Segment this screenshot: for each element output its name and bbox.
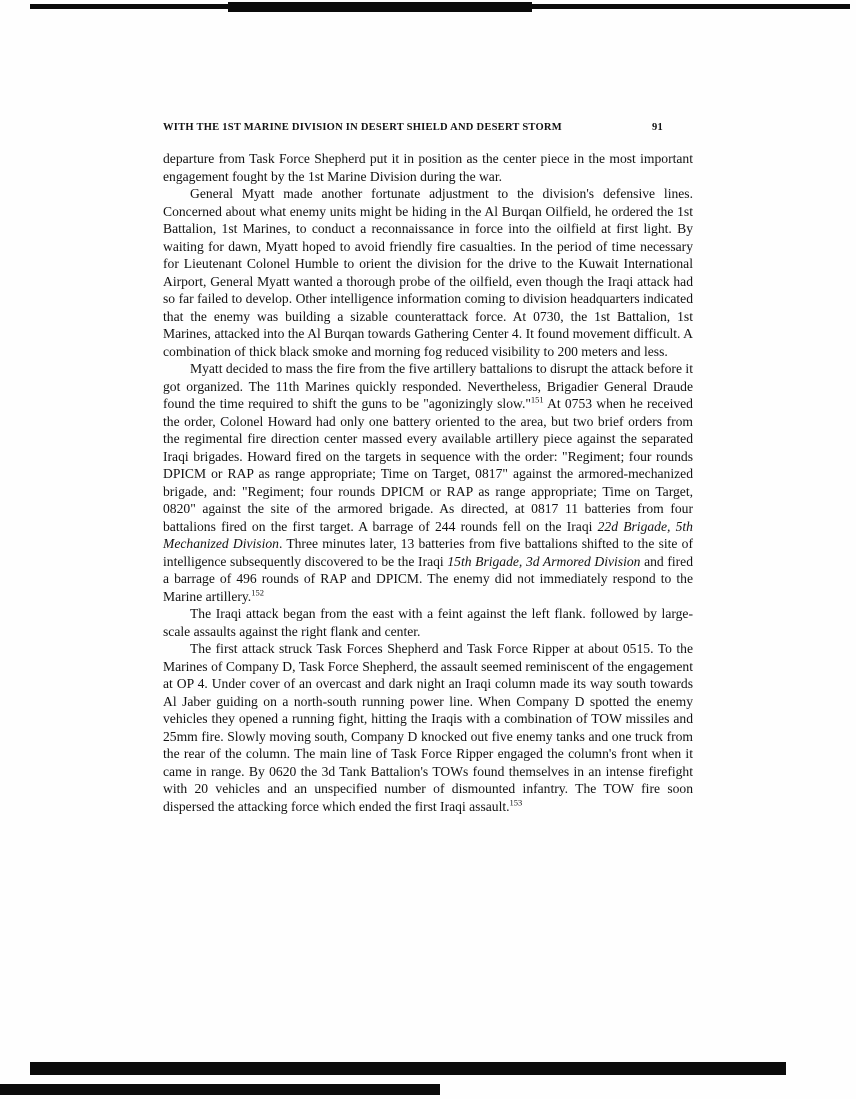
text-segment: . Three minutes later, 13 batteries from five battalions shifted to the site of intelligence subsequently discovered to be the Iraqi [163,536,693,569]
italic-unit-designation: 22d Brigade, 5th Mechanized Division [163,518,693,551]
paragraph [163,605,693,640]
text-segment: departure from Task Force Shepherd put it in position as the center piece in the most important engagement fought by the 1st Marine Division during the war. [163,151,693,184]
footnote-reference: 152 [251,586,264,597]
text-segment: At 0753 when he received the order, Colonel Howard had only one battery oriented to the area, but two brief orders from the regimental fire direction center massed every available artillery piece against the separated Iraqi brigades. Howard fired on the targets in sequence with the order: "Regiment; four rounds DPICM or RAP as range appropriate; Time on Target, 0817" against the armored-mechanized brigade, and: "Regiment; four rounds DPICM or RAP as range appropriate; Time on Target, 0820" against the site of the armored brigade. As directed, at 0817 11 batteries from four battalions fired on the first target. A barrage of 244 rounds fell on the Iraqi [163,396,693,534]
paragraph [163,360,693,605]
footnote-reference: 151 [530,394,544,405]
text-segment: Myatt decided to mass the fire from the five artillery battalions to disrupt the attack before it got organized. The 11th Marines quickly responded. Nevertheless, Brigadier General Draude found the time required to shift the guns to be "agonizingly slow." [163,361,693,411]
text-segment: General Myatt made another fortunate adjustment to the division's defensive lines. Concerned about what enemy units might be hiding in the Al Burqan Oilfield, he ordered the 1st Battalion, 1st Marines, to conduct a reconnaissance in force into the oilfield at first light. By waiting for dawn, Myatt hoped to avoid friendly fire casualties. In the period of time necessary for Lieutenant Colonel Humble to orient the division for the drive to the Kuwait International Airport, General Myatt wanted a thorough probe of the oilfield, even though the Iraqi attack had so far failed to develop. Other intelligence information coming to division headquarters indicated that the enemy was building a sizable counterattack force. At 0730, the 1st Battalion, 1st Marines, attacked into the Al Burqan towards Gathering Center 4. It found movement difficult. A combination of thick black smoke and morning fog reduced visibility to 200 meters and less. [163,186,693,359]
body-text [163,150,693,815]
scan-artifact-top-thick-bar [228,2,532,12]
running-title: WITH THE 1ST MARINE DIVISION IN DESERT SHIELD AND DESERT STORM [163,122,562,133]
scan-artifact-bottom-bar [30,1062,786,1075]
text-segment: The Iraqi attack began from the east with a feint against the left flank. followed by large-scale assaults against the right flank and center. [163,606,693,639]
text-block [163,122,693,815]
footnote-reference: 153 [509,796,523,807]
scan-artifact-bottom-left-bar [0,1084,440,1095]
text-segment: and fired a barrage of 496 rounds of RAP and DPICM. The enemy did not immediately respond to the Marine artillery. [163,553,693,604]
text-segment: The first attack struck Task Forces Shepherd and Task Force Ripper at about 0515. To the Marines of Company D, Task Force Shepherd, the assault seemed reminiscent of the engagement at OP 4. Under cover of an overcast and dark night an Iraqi column made its way south towards Al Jaber guiding on a north-south running power line. When Company D spotted the enemy vehicles they opened a running fight, hitting the Iraqis with a combination of TOW missiles and 25mm fire. Slowly moving south, Company D knocked out five enemy tanks and one truck from the rear of the column. The main line of Task Force Ripper engaged the column's front when it came in range. By 0620 the 3d Tank Battalion's TOWs found themselves in an intense firefight with 20 vehicles and an unspecified number of dismounted infantry. The TOW fire soon dispersed the attacking force which ended the first Iraqi assault. [163,641,693,814]
paragraph [163,185,693,360]
italic-unit-designation: 15th Brigade, 3d Armored Division [447,553,641,569]
paragraph [163,150,693,185]
page-number: 91 [652,122,663,133]
running-header [163,122,693,133]
paragraph [163,640,693,815]
